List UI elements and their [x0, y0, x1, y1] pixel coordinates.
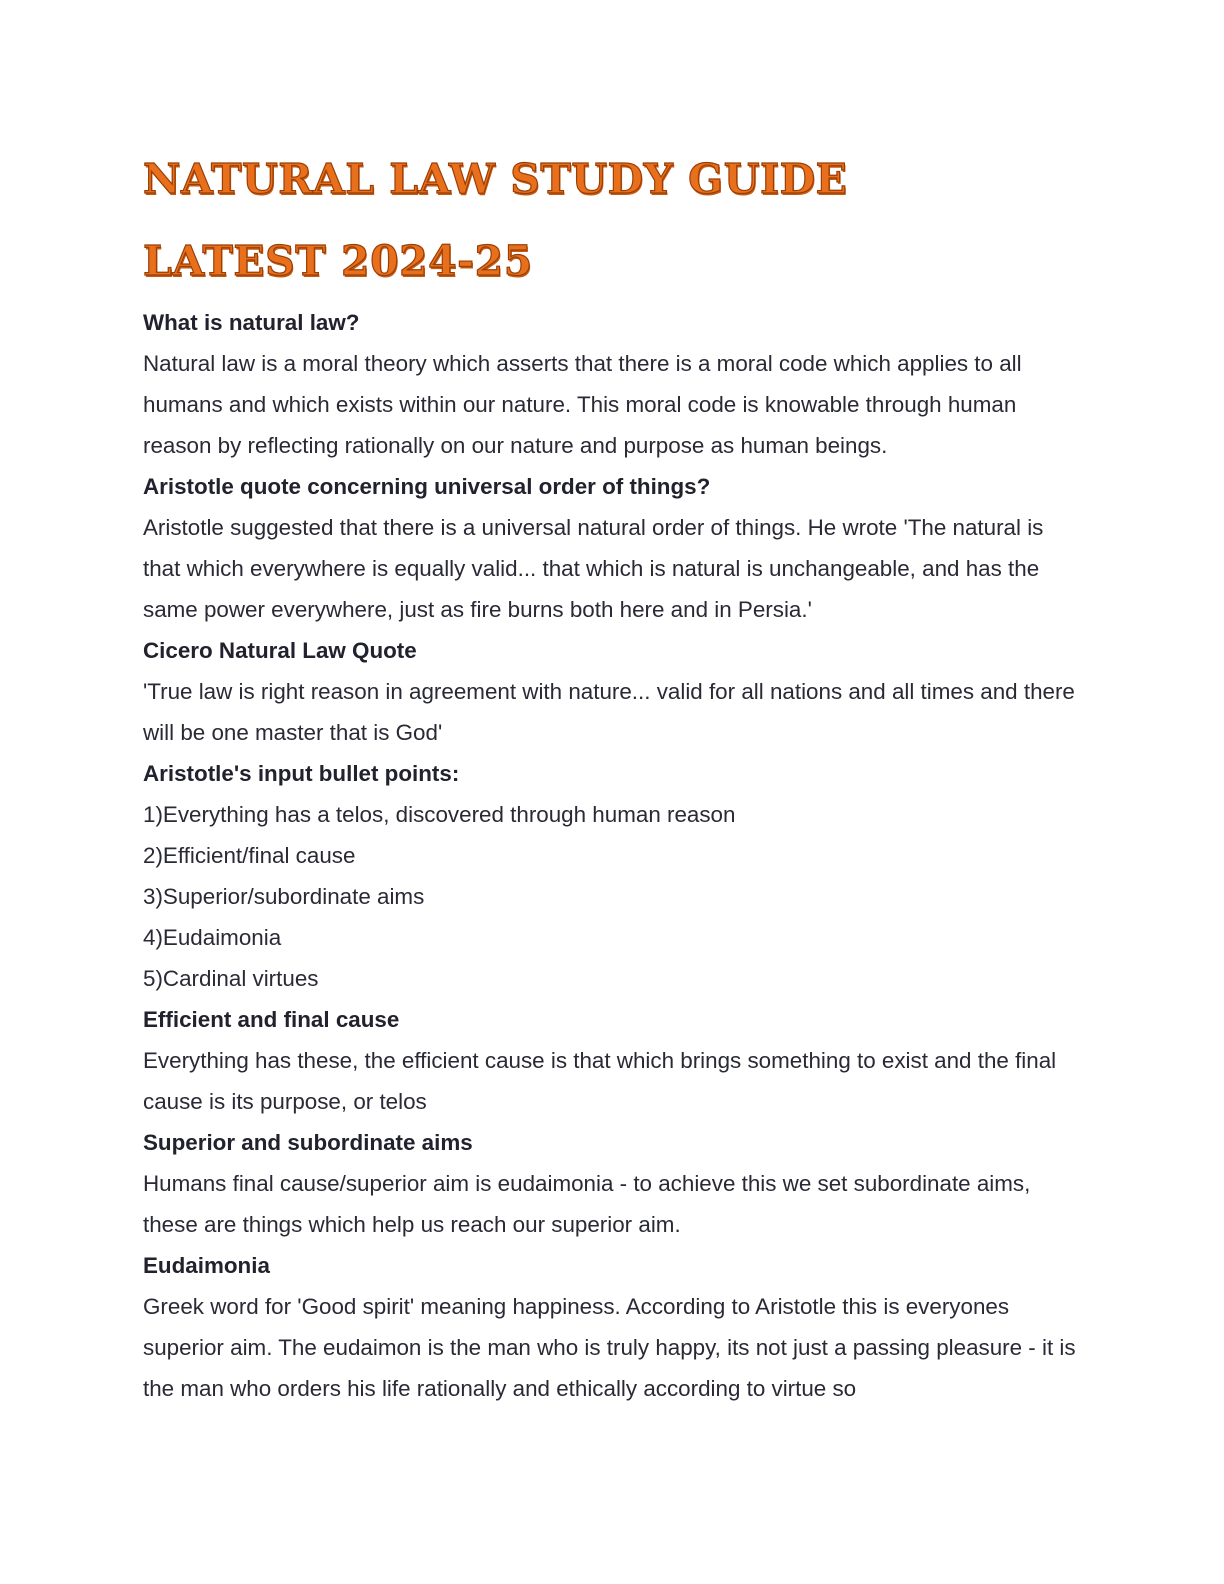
section-text: Everything has these, the efficient cause is that which brings something to exist and the final cause is its purpose, or telos	[143, 1048, 1057, 1114]
section-heading: What is natural law?	[143, 310, 360, 335]
section-aristotle-quote	[143, 466, 1083, 630]
section-text: Greek word for 'Good spirit' meaning happiness. According to Aristotle this is everyones superior aim. The eudaimon is the man who is truly happy, its not just a passing pleasure - it is the man who orders his life rationally and ethically according to virtue so	[143, 1294, 1076, 1401]
section-heading: Aristotle quote concerning universal order of things?	[143, 474, 711, 499]
section-cicero-quote	[143, 630, 1083, 753]
list-item: 4)Eudaimonia	[143, 925, 282, 950]
section-text: 'True law is right reason in agreement with nature... valid for all nations and all times and there will be one master that is God'	[143, 679, 1075, 745]
section-heading: Cicero Natural Law Quote	[143, 638, 417, 663]
section-text: Natural law is a moral theory which asserts that there is a moral code which applies to all humans and which exists within our nature. This moral code is knowable through human reason by reflecting rationally on our nature and purpose as human beings.	[143, 351, 1022, 458]
section-text: Aristotle suggested that there is a universal natural order of things. He wrote 'The natural is that which everywhere is equally valid... that which is natural is unchangeable, and has the same power everywhere, just as fire burns both here and in Persia.'	[143, 515, 1044, 622]
list-item: 3)Superior/subordinate aims	[143, 884, 425, 909]
section-heading: Aristotle's input bullet points:	[143, 761, 460, 786]
list-item: 5)Cardinal virtues	[143, 966, 319, 991]
section-efficient-final-cause	[143, 999, 1083, 1122]
list-item: 1)Everything has a telos, discovered through human reason	[143, 802, 736, 827]
title-line-1: NATURAL LAW STUDY GUIDE	[143, 155, 848, 203]
section-aristotle-bullet-points	[143, 753, 1083, 999]
document-title	[143, 138, 1103, 302]
section-eudaimonia	[143, 1245, 1083, 1409]
title-line-2: LATEST 2024-25	[143, 237, 533, 285]
section-text: Humans final cause/superior aim is eudaimonia - to achieve this we set subordinate aims, these are things which help us reach our superior aim.	[143, 1171, 1031, 1237]
section-superior-subordinate-aims	[143, 1122, 1083, 1245]
section-heading: Eudaimonia	[143, 1253, 270, 1278]
section-heading: Efficient and final cause	[143, 1007, 400, 1032]
section-heading: Superior and subordinate aims	[143, 1130, 473, 1155]
section-what-is-natural-law	[143, 302, 1083, 466]
list-item: 2)Efficient/final cause	[143, 843, 356, 868]
document-body	[143, 302, 1083, 1409]
